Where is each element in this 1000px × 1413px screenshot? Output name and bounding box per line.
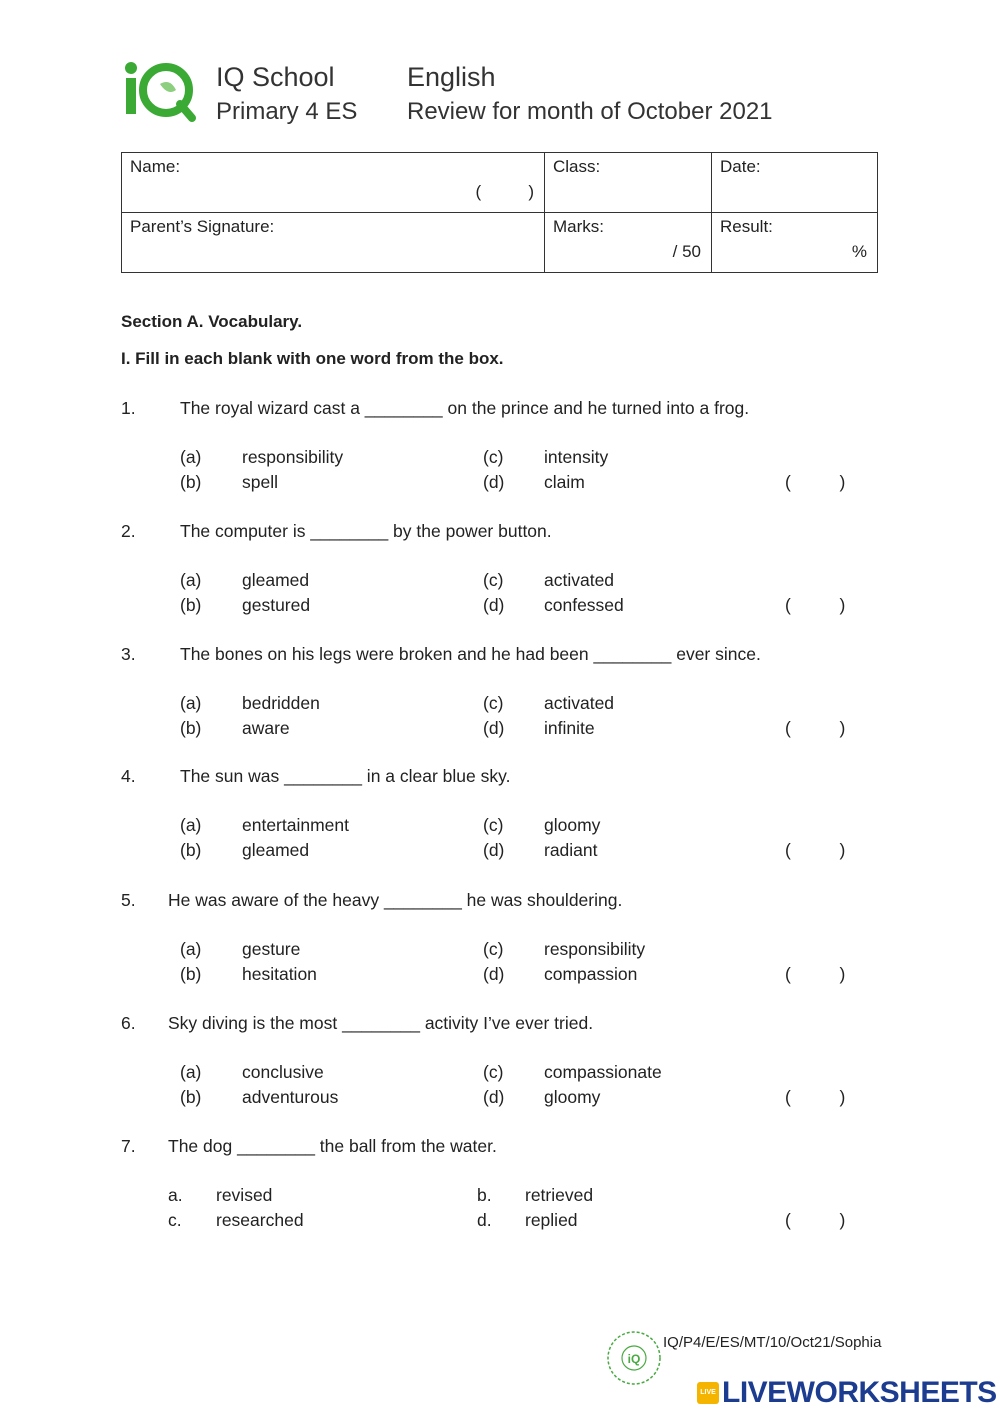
option-word[interactable]: compassionate <box>544 1062 662 1082</box>
date-label: Date: <box>720 157 761 176</box>
option-word[interactable]: activated <box>544 693 615 713</box>
option-letter: d. <box>477 1210 492 1230</box>
option-word[interactable]: adventurous <box>242 1087 339 1107</box>
option-letter: (c) <box>483 693 504 713</box>
answer-blank[interactable]: ( ) <box>785 595 846 615</box>
option-letter: (d) <box>483 718 505 738</box>
option-letter: (a) <box>180 815 202 835</box>
document-code: IQ/P4/E/ES/MT/10/Oct21/Sophia <box>663 1334 882 1351</box>
review-title: Review for month of October 2021 <box>407 98 773 125</box>
svg-text:iQ: iQ <box>627 1352 641 1366</box>
option-word[interactable]: compassion <box>544 964 638 984</box>
question-text: The royal wizard cast a ________ on the prince and he turned into a frog. <box>180 398 750 418</box>
answer-blank[interactable]: ( ) <box>785 1087 846 1107</box>
option-letter: (d) <box>483 595 505 615</box>
liveworksheets-badge: LIVE <box>697 1382 719 1404</box>
option-word[interactable]: infinite <box>544 718 595 738</box>
option-letter: (c) <box>483 939 504 959</box>
liveworksheets-wordmark: LIVEWORKSHEETS <box>722 1376 997 1409</box>
section-title: Section A. Vocabulary. <box>121 312 303 331</box>
answer-blank[interactable]: ( ) <box>785 1210 846 1230</box>
result-field[interactable] <box>712 213 878 273</box>
question-number: 7. <box>121 1136 136 1156</box>
result-label: Result: <box>720 217 773 236</box>
result-percent: % <box>851 242 867 261</box>
option-letter: (a) <box>180 693 202 713</box>
name-index-paren: ( ) <box>475 182 534 201</box>
marks-field[interactable] <box>545 213 712 273</box>
option-letter: (a) <box>180 570 202 590</box>
approval-stamp <box>606 1330 662 1386</box>
option-letter: (a) <box>180 447 202 467</box>
instruction: I. Fill in each blank with one word from the box. <box>121 349 504 368</box>
option-word[interactable]: bedridden <box>242 693 320 713</box>
option-word[interactable]: researched <box>216 1210 304 1230</box>
question-text: The bones on his legs were broken and he had been ________ ever since. <box>180 644 761 664</box>
question-number: 3. <box>121 644 136 664</box>
grade-label: Primary 4 ES <box>216 98 358 125</box>
option-letter: (b) <box>180 1087 202 1107</box>
option-word[interactable]: confessed <box>544 595 624 615</box>
option-word[interactable]: spell <box>242 472 278 492</box>
class-label: Class: <box>553 157 601 176</box>
name-field[interactable] <box>122 153 545 213</box>
question-text: He was aware of the heavy ________ he was shouldering. <box>168 890 623 910</box>
option-letter: (a) <box>180 939 202 959</box>
option-word[interactable]: conclusive <box>242 1062 324 1082</box>
question-number: 4. <box>121 766 136 786</box>
option-letter: a. <box>168 1185 183 1205</box>
option-word[interactable]: aware <box>242 718 290 738</box>
option-letter: b. <box>477 1185 492 1205</box>
answer-blank[interactable]: ( ) <box>785 472 846 492</box>
marks-label: Marks: <box>553 217 604 236</box>
option-word[interactable]: responsibility <box>544 939 646 959</box>
option-letter: (b) <box>180 472 202 492</box>
option-word[interactable]: radiant <box>544 840 598 860</box>
option-letter: (b) <box>180 595 202 615</box>
option-word[interactable]: entertainment <box>242 815 350 835</box>
option-word[interactable]: retrieved <box>525 1185 594 1205</box>
parent-signature-label: Parent’s Signature: <box>130 217 275 236</box>
class-field[interactable] <box>545 153 712 213</box>
option-letter: (d) <box>483 964 505 984</box>
option-letter: (d) <box>483 840 505 860</box>
option-word[interactable]: revised <box>216 1185 273 1205</box>
option-letter: (b) <box>180 840 202 860</box>
option-word[interactable]: gleamed <box>242 570 310 590</box>
option-word[interactable]: replied <box>525 1210 578 1230</box>
name-label: Name: <box>130 157 181 176</box>
parent-signature-field[interactable] <box>122 213 545 273</box>
question-number: 1. <box>121 398 136 418</box>
question-text: The sun was ________ in a clear blue sky. <box>180 766 511 786</box>
option-letter: (b) <box>180 964 202 984</box>
option-word[interactable]: gesture <box>242 939 301 959</box>
option-letter: (c) <box>483 815 504 835</box>
option-word[interactable]: gleamed <box>242 840 310 860</box>
question-text: Sky diving is the most ________ activity I’ve ever tried. <box>168 1013 594 1033</box>
option-letter: (b) <box>180 718 202 738</box>
option-word[interactable]: hesitation <box>242 964 317 984</box>
option-word[interactable]: responsibility <box>242 447 344 467</box>
question-text: The computer is ________ by the power button. <box>180 521 552 541</box>
answer-blank[interactable]: ( ) <box>785 964 846 984</box>
student-info-table <box>121 152 878 273</box>
option-word[interactable]: gestured <box>242 595 311 615</box>
answer-blank[interactable]: ( ) <box>785 718 846 738</box>
question-number: 5. <box>121 890 136 910</box>
answer-blank[interactable]: ( ) <box>785 840 846 860</box>
option-word[interactable]: gloomy <box>544 815 601 835</box>
date-field[interactable] <box>712 153 878 213</box>
option-letter: (c) <box>483 1062 504 1082</box>
subject-label: English <box>407 62 496 92</box>
option-letter: c. <box>168 1210 182 1230</box>
option-word[interactable]: activated <box>544 570 615 590</box>
option-letter: (c) <box>483 570 504 590</box>
option-letter: (a) <box>180 1062 202 1082</box>
option-letter: (d) <box>483 472 505 492</box>
marks-total: / 50 <box>672 242 701 261</box>
school-name: IQ School <box>216 62 335 92</box>
option-letter: (c) <box>483 447 504 467</box>
liveworksheets-brand[interactable] <box>697 1376 997 1410</box>
option-word[interactable]: gloomy <box>544 1087 601 1107</box>
option-word[interactable]: claim <box>544 472 585 492</box>
school-logo <box>118 56 196 122</box>
question-number: 2. <box>121 521 136 541</box>
option-letter: (d) <box>483 1087 505 1107</box>
question-number: 6. <box>121 1013 136 1033</box>
option-word[interactable]: intensity <box>544 447 609 467</box>
question-text: The dog ________ the ball from the water. <box>168 1136 497 1156</box>
